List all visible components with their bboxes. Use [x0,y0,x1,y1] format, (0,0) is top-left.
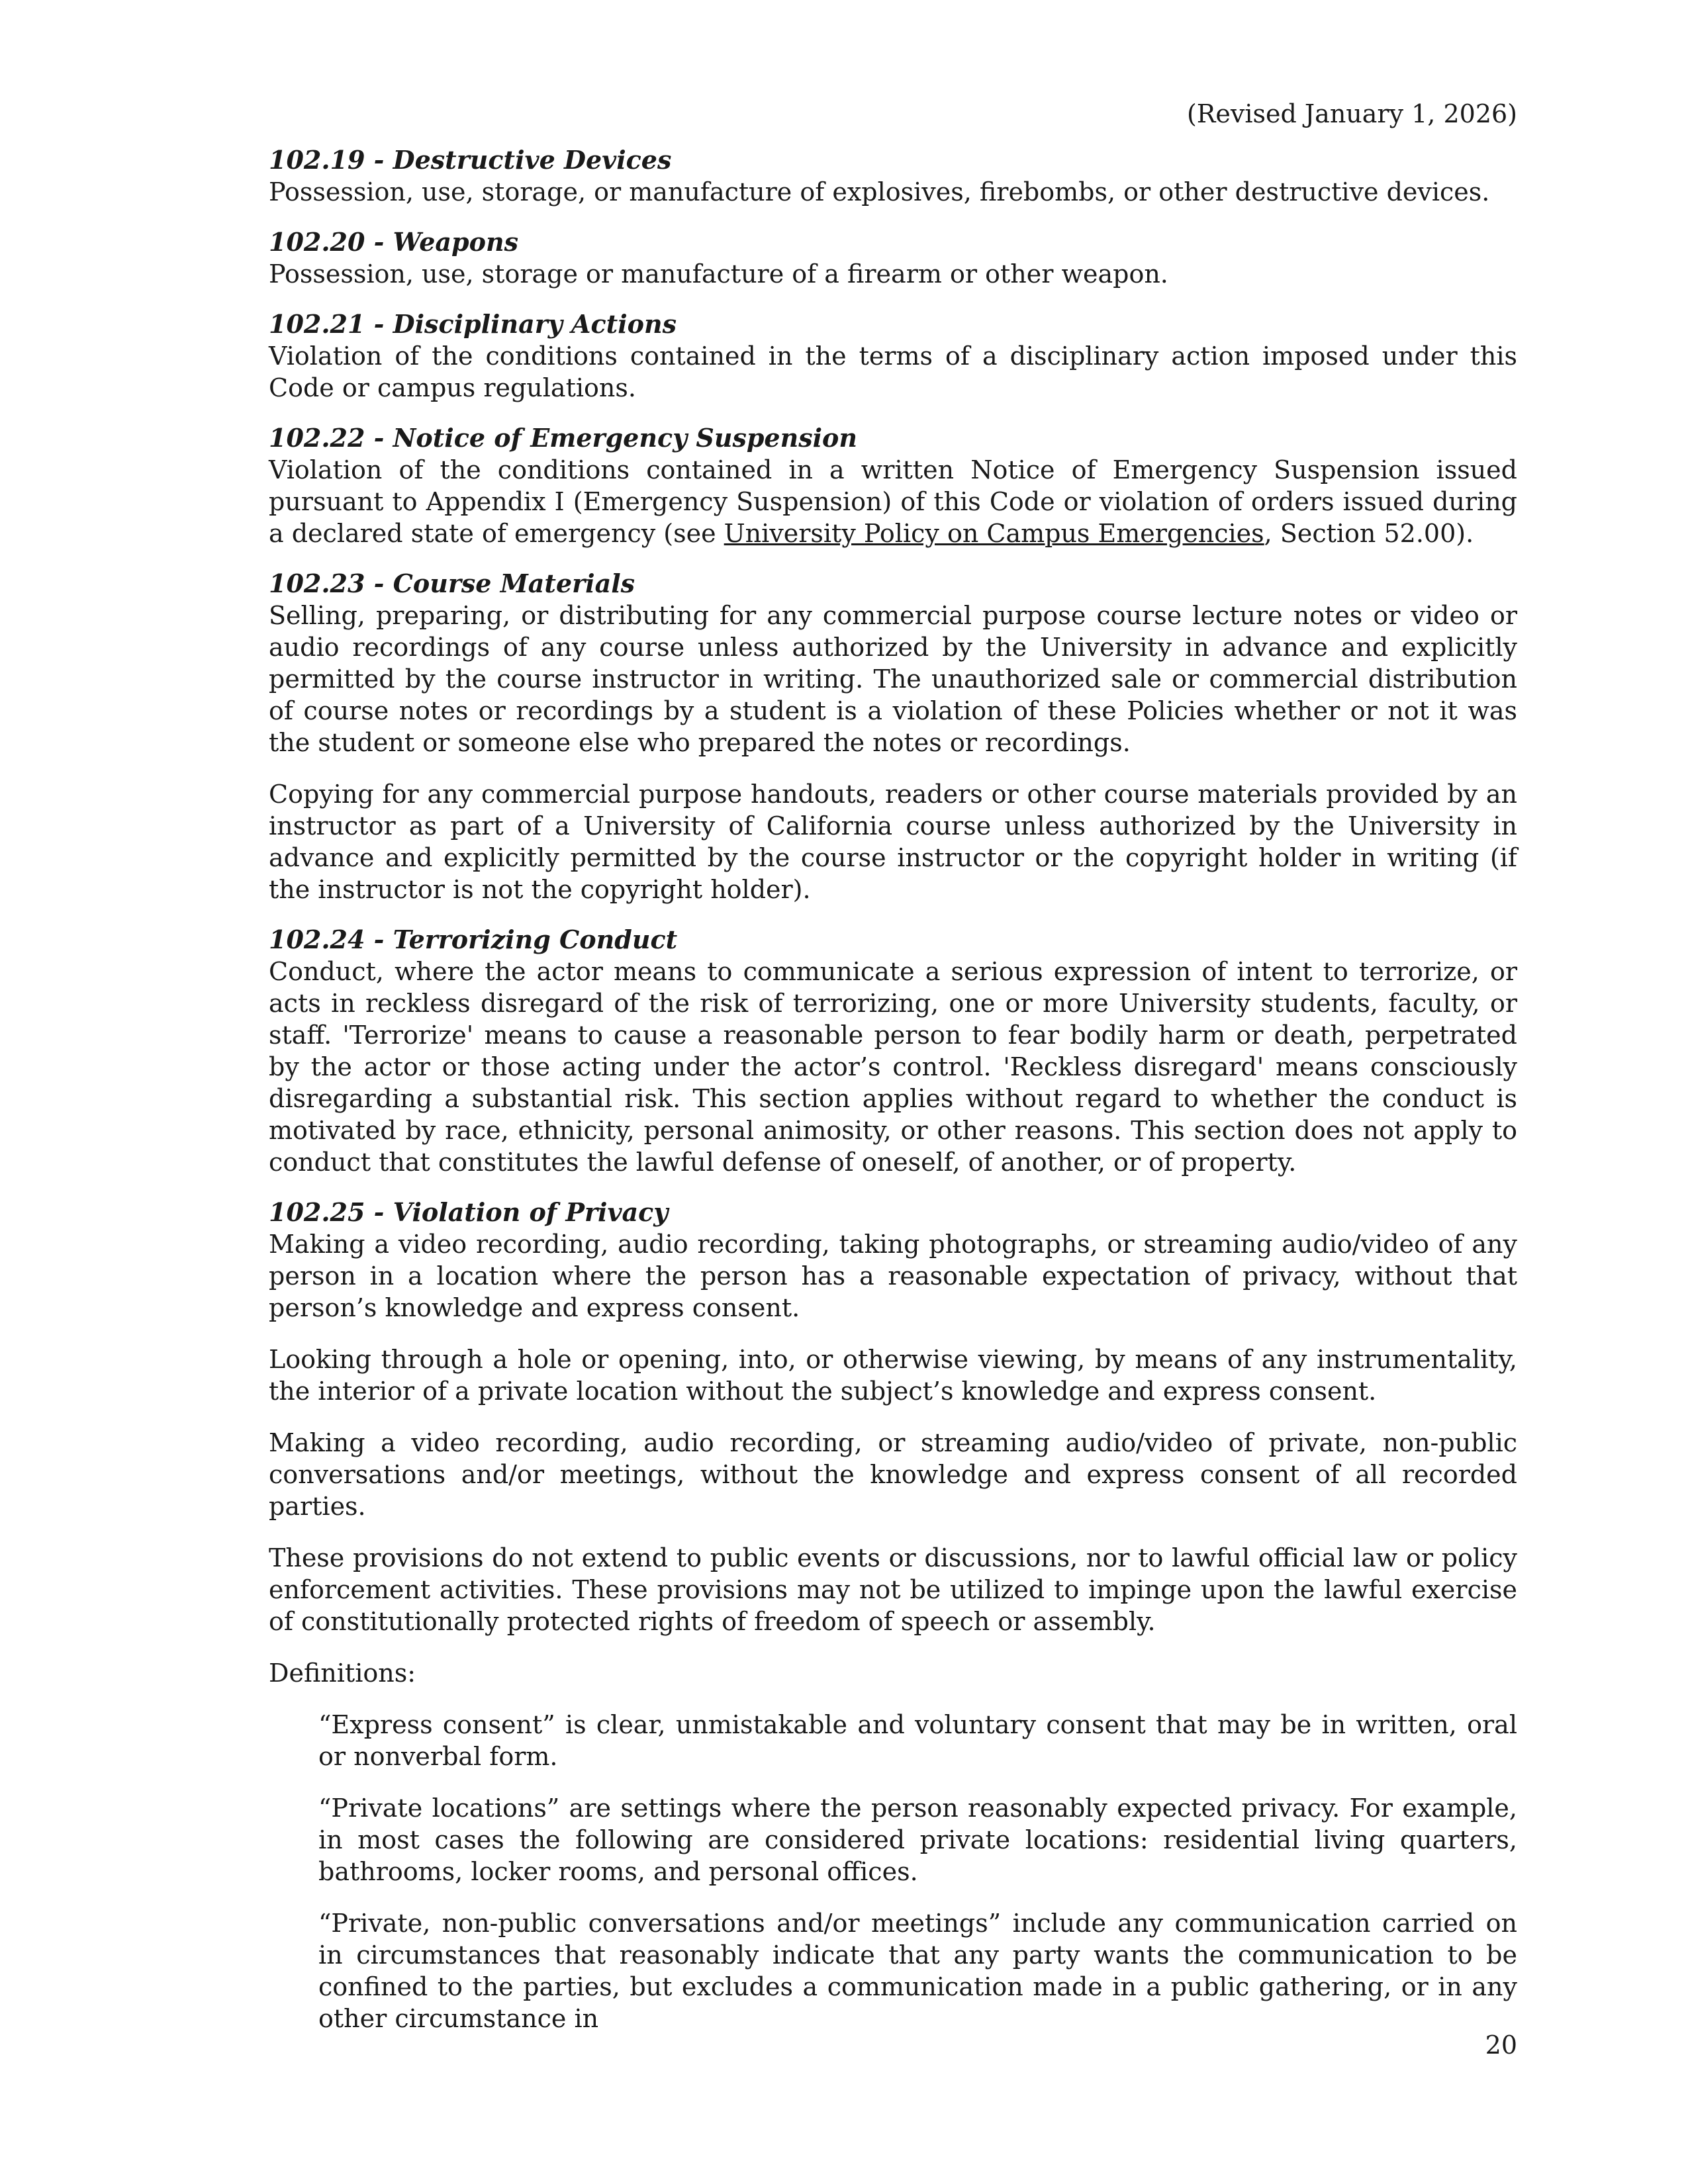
section-paragraph: Copying for any commercial purpose handouts, readers or other course materials provided by an instructor as part of a University of California course unless authorized by the University in advance and explicitly permitted by the course instructor or the copyright holder in writing (if the instructor is not the copyright holder). [269,780,1517,904]
section-paragraph: Selling, preparing, or distributing for any commercial purpose course lecture notes or video or audio recordings of any course unless authorized by the University in advance and explicitly permitted by the course instructor in writing. The unauthorized sale or commercial distribution of course notes or recordings by a student is a violation of these Policies whether or not it was the student or someone else who prepared the notes or recordings. [269,601,1517,757]
paragraph-text: Violation of the conditions contained in a written Notice of Emergency Suspension issued pursuant to Appendix I (Emergency Suspension) of this Code or violation of orders issued during a declared state of emergency (see [269,455,1517,548]
page-content [269,144,1517,2053]
section-paragraph: Possession, use, storage, or manufacture of explosives, firebombs, or other destructive devices. [269,177,1490,206]
section-heading: 102.20 - Weapons [269,227,518,257]
section-paragraph: Violation of the conditions contained in the terms of a disciplinary action imposed under this Code or campus regulations. [269,341,1517,402]
definition-private-conversations: “Private, non-public conversations and/or meetings” include any communication carried on in circumstances that reasonably indicate that any party wants the communication to be confined to the parties, but excludes a communication made in a public gathering, or in any other circumstance in [318,1909,1517,2033]
section-paragraph [269,454,1517,549]
section-heading: 102.22 - Notice of Emergency Suspension [269,423,858,453]
section-paragraph: Conduct, where the actor means to communicate a serious expression of intent to terrorize, or acts in reckless disregard of the risk of terrorizing, one or more University students, faculty, or staff. 'Terrorize' means to cause a reasonable person to fear bodily harm or death, perpetrated by the actor or those acting under the actor’s control. 'Reckless disregard' means consciously disregarding a substantial risk. This section applies without regard to whether the conduct is motivated by race, ethnicity, personal animosity, or other reasons. This section does not apply to conduct that constitutes the lawful defense of oneself, of another, or of property. [269,957,1517,1177]
section-heading: 102.25 - Violation of Privacy [269,1197,669,1227]
section-heading: 102.23 - Course Materials [269,569,635,598]
section-heading: 102.24 - Terrorizing Conduct [269,925,678,954]
revision-date: (Revised January 1, 2026) [1186,99,1517,128]
section-102-25 [269,1197,1517,2034]
section-102-21 [269,308,1517,404]
section-102-22 [269,422,1517,549]
section-paragraph: Making a video recording, audio recording, taking photographs, or streaming audio/video of any person in a location where the person has a reasonable expectation of privacy, without that person’s knowledge and express consent. [269,1230,1517,1322]
definition-private-locations: “Private locations” are settings where the person reasonably expected privacy. For example, in most cases the following are considered private locations: residential living quarters, bathrooms, locker rooms, and personal offices. [318,1794,1517,1886]
campus-emergencies-policy-link[interactable]: University Policy on Campus Emergencies [724,519,1264,548]
section-paragraph: Making a video recording, audio recording, or streaming audio/video of private, non-public conversations and/or meetings, without the knowledge and express consent of all recorded parties. [269,1428,1517,1521]
section-paragraph: Looking through a hole or opening, into, or otherwise viewing, by means of any instrumentality, the interior of a private location without the subject’s knowledge and express consent. [269,1345,1517,1406]
page-number: 20 [1485,2030,1517,2060]
section-heading: 102.21 - Disciplinary Actions [269,309,677,339]
section-heading: 102.19 - Destructive Devices [269,145,672,175]
section-paragraph: These provisions do not extend to public events or discussions, nor to lawful official law or policy enforcement activities. These provisions may not be utilized to impinge upon the lawful exercise of constitutionally protected rights of freedom of speech or assembly. [269,1543,1517,1636]
definition-express-consent: “Express consent” is clear, unmistakable and voluntary consent that may be in written, oral or nonverbal form. [318,1710,1517,1771]
definitions-label: Definitions: [269,1659,416,1688]
section-102-23 [269,568,1517,905]
section-102-19 [269,144,1517,208]
section-102-24 [269,924,1517,1178]
section-102-20 [269,226,1517,290]
paragraph-text: , Section 52.00). [1264,519,1474,548]
definitions-list [318,1709,1517,2034]
section-paragraph: Possession, use, storage or manufacture of a firearm or other weapon. [269,259,1168,289]
